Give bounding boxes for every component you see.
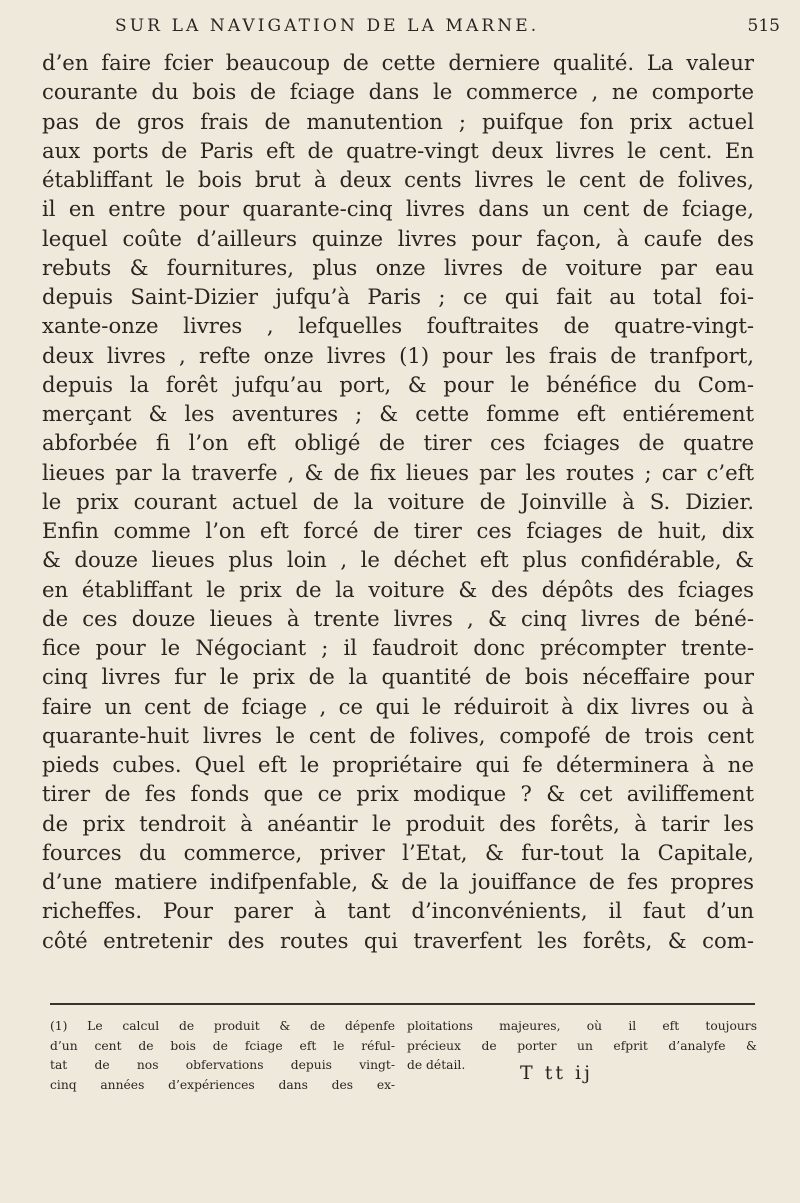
text-line: depuis Saint-Dizier jufqu’à Paris ; ce qui fait au total foi- bbox=[42, 284, 754, 309]
text-line: xante-onze livres , lefquelles fouftraites de quatre-vingt- bbox=[42, 313, 754, 339]
text-line: lequel coûte d’ailleurs quinze livres pour façon, à caufe des bbox=[42, 225, 754, 251]
text-line: & douze lieues plus loin , le déchet eft plus confidérable, & bbox=[42, 547, 754, 573]
signature-mark: T tt ij bbox=[520, 1062, 593, 1084]
text-line: quarante-huit livres le cent de folives, compofé de trois cent bbox=[42, 722, 754, 748]
text-line: merçant & les aventures ; & cette fomme eft entiérement bbox=[42, 401, 754, 426]
footnote-line: ploitations majeures, où il eft toujours bbox=[407, 1019, 757, 1033]
body-text bbox=[42, 48, 754, 955]
footnote-line: précieux de porter un efprit d’analyfe & bbox=[407, 1038, 757, 1053]
text-line: fources du commerce, priver l’Etat, & fur-tout la Capitale, bbox=[42, 839, 754, 865]
text-line: d’une matiere indifpenfable, & de la jouiffance de fes propres bbox=[42, 869, 754, 894]
text-line: depuis la forêt jufqu’au port, & pour le bénéfice du Com- bbox=[42, 371, 754, 397]
footnote-column-left bbox=[50, 1017, 395, 1095]
footnote-rule bbox=[50, 1003, 755, 1005]
text-line: tirer de fes fonds que ce prix modique ? & cet aviliffement bbox=[42, 781, 754, 807]
footnote-line: tat de nos obfervations depuis vingt- bbox=[50, 1058, 395, 1072]
text-line: d’en faire fcier beaucoup de cette derniere qualité. La valeur bbox=[42, 50, 754, 75]
text-line: abforbée fi l’on eft obligé de tirer ces fciages de quatre bbox=[42, 430, 754, 456]
text-line: fice pour le Négociant ; il faudroit donc précompter trente- bbox=[42, 635, 754, 660]
footnote-line: d’un cent de bois de fciage eft le réful- bbox=[50, 1038, 395, 1053]
text-line: richeffes. Pour parer à tant d’inconvénients, il faut d’un bbox=[42, 898, 754, 924]
footnote-line: cinq années d’expériences dans des ex- bbox=[50, 1077, 395, 1092]
text-line: de ces douze lieues à trente livres , & cinq livres de béné- bbox=[42, 605, 754, 631]
text-line: de prix tendroit à anéantir le produit des forêts, à tarir les bbox=[42, 810, 754, 836]
text-line: rebuts & fournitures, plus onze livres de voiture par eau bbox=[42, 254, 754, 280]
text-line: le prix courant actuel de la voiture de Joinville à S. Dizier. bbox=[42, 488, 754, 514]
text-line: cinq livres fur le prix de la quantité de bois néceffaire pour bbox=[42, 664, 754, 690]
text-line: en établiffant le prix de la voiture & des dépôts des fciages bbox=[42, 576, 754, 602]
text-line: côté entretenir des routes qui traverfent les forêts, & com- bbox=[42, 927, 754, 953]
text-line: lieues par la traverfe , & de fix lieues par les routes ; car c’eft bbox=[42, 459, 754, 485]
text-line: pas de gros frais de manutention ; puifque fon prix actuel bbox=[42, 108, 754, 134]
text-line: courante du bois de fciage dans le commerce , ne comporte bbox=[42, 79, 754, 105]
text-line: Enfin comme l’on eft forcé de tirer ces fciages de huit, dix bbox=[42, 518, 754, 543]
text-line: établiffant le bois brut à deux cents livres le cent de folives, bbox=[42, 167, 754, 192]
running-title: SUR LA NAVIGATION DE LA MARNE. bbox=[115, 16, 540, 36]
text-line: il en entre pour quarante-cinq livres dans un cent de fciage, bbox=[42, 196, 754, 222]
footnote-line: (1) Le calcul de produit & de dépenfe bbox=[50, 1019, 395, 1033]
text-line: faire un cent de fciage , ce qui le réduiroit à dix livres ou à bbox=[42, 693, 754, 719]
page-number: 515 bbox=[747, 16, 780, 36]
text-line: aux ports de Paris eft de quatre-vingt deux livres le cent. En bbox=[42, 137, 754, 163]
text-line: deux livres , refte onze livres (1) pour les frais de tranfport, bbox=[42, 342, 754, 368]
footnote-line: de détail. bbox=[407, 1058, 466, 1072]
text-line: pieds cubes. Quel eft le propriétaire qui fe déterminera à ne bbox=[42, 752, 754, 777]
running-header bbox=[60, 10, 790, 44]
